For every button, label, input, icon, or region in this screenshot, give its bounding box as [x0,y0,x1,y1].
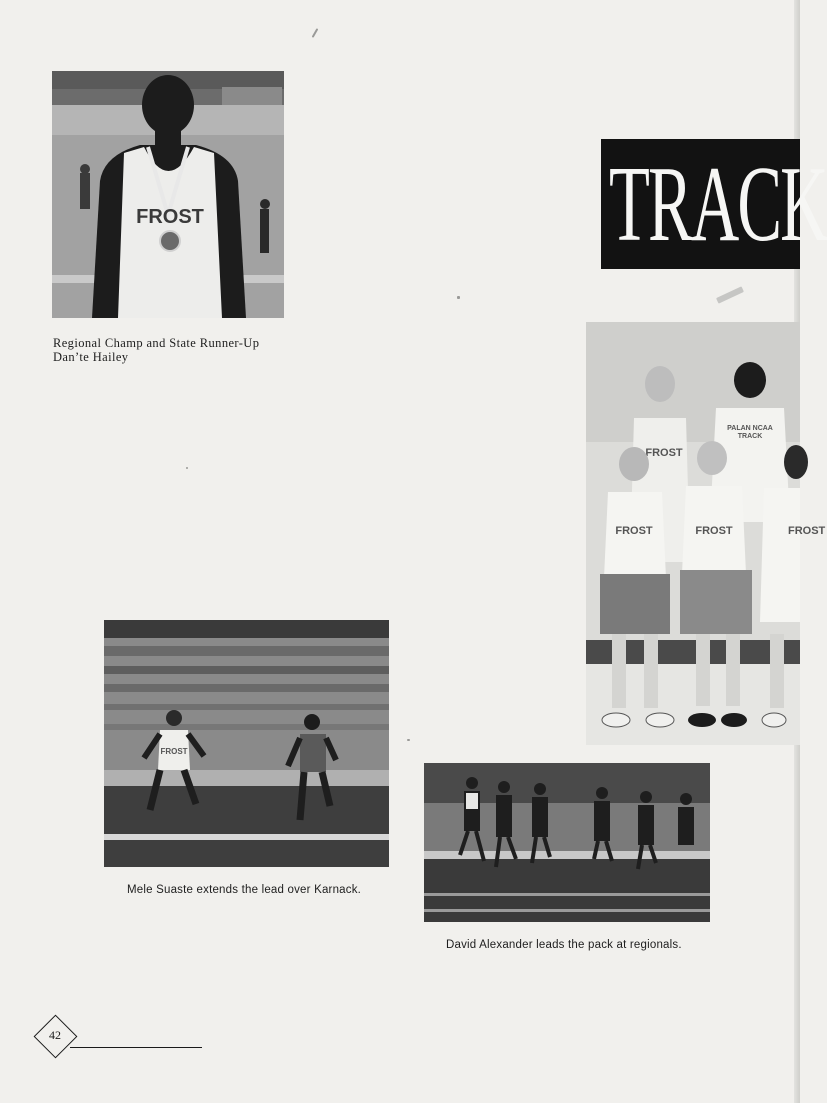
champion-caption [53,336,293,364]
page-number-badge [34,1015,76,1057]
race-pack-photo [424,763,710,922]
race-lead-caption: Mele Suaste extends the lead over Karnack. [127,884,362,896]
race-pack-caption: David Alexander leads the pack at regionals. [446,939,682,951]
champion-jersey-text: FROST [136,206,204,228]
team-photo [586,322,826,745]
team-right-jersey-text: FROST [788,525,826,537]
champion-caption-line1: Regional Champ and State Runner-Up [53,336,260,350]
footer-rule [70,1047,202,1048]
track-banner [601,139,827,269]
team-shirt-text-line1: PALAN NCAA [727,425,773,432]
page-number: 42 [49,1028,61,1042]
champion-caption-line2: Dan’te Hailey [53,350,129,364]
print-speck [186,467,188,469]
champion-photo [52,71,284,318]
team-shirt-text-line2: TRACK [737,433,763,440]
race-lead-jersey-text: FROST [160,747,188,756]
print-speck [312,28,319,38]
team-middle-jersey-text: FROST [695,525,733,537]
race-lead-photo [104,620,389,867]
team-back-jersey-text: FROST [645,447,683,459]
print-speck [407,739,410,741]
team-left-jersey-text: FROST [615,525,653,537]
print-speck [457,296,460,299]
print-speck [716,286,744,303]
track-title: TRACK [609,145,827,264]
